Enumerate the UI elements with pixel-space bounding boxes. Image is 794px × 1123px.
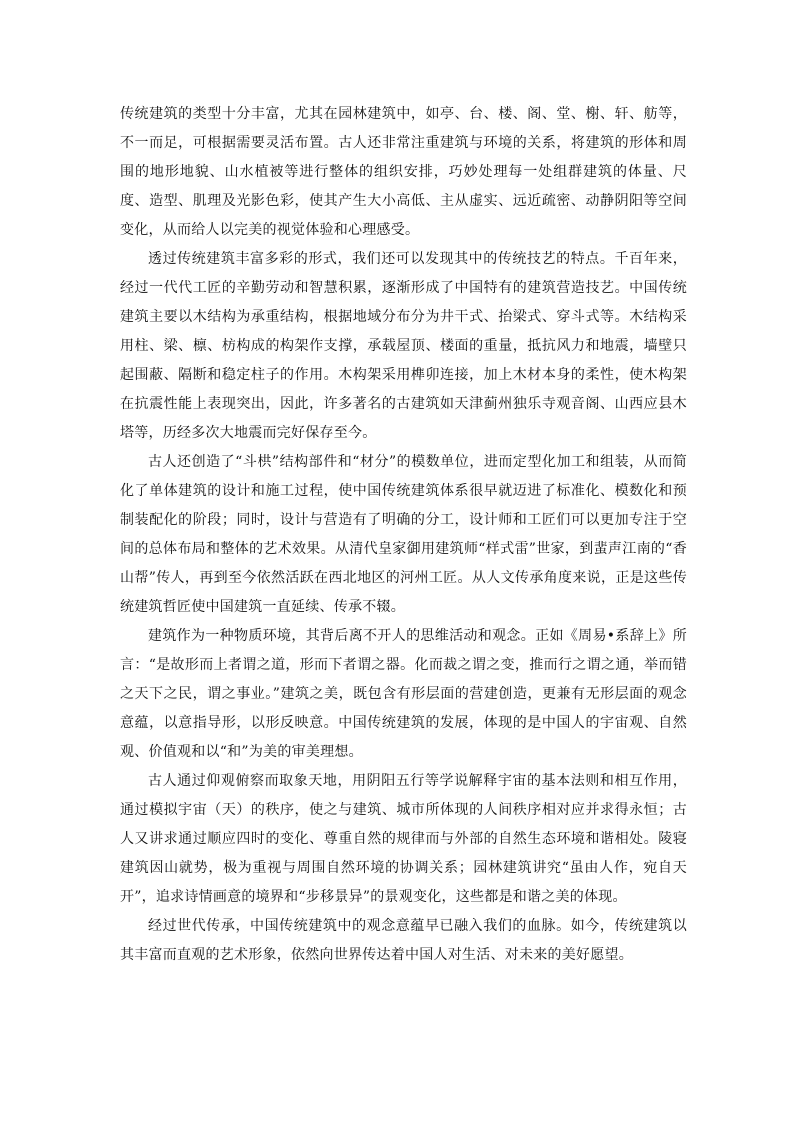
paragraph-4: 建筑作为一种物质环境，其背后离不开人的思维活动和观念。正如《周易•系辞上》所言：“是故形而上者谓之道，形而下者谓之器。化而裁之谓之变，推而行之谓之通，举而错之天下之民，谓之事业。”建筑之美，既包含有形层面的营建创造，更兼有无形层面的观念意蕴，以意指导形，以形反映意。中国传统建筑的发展，体现的是中国人的宇宙观、自然观、价值观和以“和”为美的审美理想。 xyxy=(120,628,687,760)
paragraph-2: 透过传统建筑丰富多彩的形式，我们还可以发现其中的传统技艺的特点。千百年来，经过一代代工匠的辛勤劳动和智慧积累，逐渐形成了中国特有的建筑营造技艺。中国传统建筑主要以木结构为承重结构，根据地域分布分为井干式、抬梁式、穿斗式等。木结构采用柱、梁、檩、枋构成的构架作支撑，承载屋顶、楼面的重量，抵抗风力和地震，墙壁只起围蔽、隔断和稳定柱子的作用。木构架采用榫卯连接，加上木材本身的柔性，使木构架在抗震性能上表现突出，因此，许多著名的古建筑如天津蓟州独乐寺观音阁、山西应县木塔等，历经多次大地震而完好保存至今。 xyxy=(120,251,687,441)
paragraph-6: 经过世代传承，中国传统建筑中的观念意蕴早已融入我们的血脉。如今，传统建筑以其丰富而直观的艺术形象，依然向世界传达着中国人对生活、对未来的美好愿望。 xyxy=(120,918,687,963)
paragraph-5: 古人通过仰观俯察而取象天地，用阴阳五行等学说解释宇宙的基本法则和相互作用，通过模拟宇宙（天）的秩序，使之与建筑、城市所体现的人间秩序相对应并求得永恒；古人又讲求通过顺应四时的变化、尊重自然的规律而与外部的自然生态环境和谐相处。陵寝建筑因山就势，极为重视与周围自然环境的协调关系；园林建筑讲究“虽由人作，宛自天开”，追求诗情画意的境界和“步移景异”的景观变化，这些都是和谐之美的体现。 xyxy=(120,773,687,905)
document-body xyxy=(120,100,687,970)
paragraph-1: 传统建筑的类型十分丰富，尤其在园林建筑中，如亭、台、楼、阁、堂、榭、轩、舫等，不一而足，可根据需要灵活布置。古人还非常注重建筑与环境的关系，将建筑的形体和周围的地形地貌、山水植被等进行整体的组织安排，巧妙处理每一处组群建筑的体量、尺度、造型、肌理及光影色彩，使其产生大小高低、主从虚实、远近疏密、动静阴阳等空间变化，从而给人以完美的视觉体验和心理感受。 xyxy=(120,106,687,238)
paragraph-3: 古人还创造了“斗栱”结构部件和“材分”的模数单位，进而定型化加工和组装，从而简化了单体建筑的设计和施工过程，使中国传统建筑体系很早就迈进了标准化、模数化和预制装配化的阶段；同时，设计与营造有了明确的分工，设计师和工匠们可以更加专注于空间的总体布局和整体的艺术效果。从清代皇家御用建筑师“样式雷”世家，到蜚声江南的“香山帮”传人，再到至今依然活跃在西北地区的河州工匠。从人文传承角度来说，正是这些传统建筑哲匠使中国建筑一直延续、传承不辍。 xyxy=(120,454,687,615)
